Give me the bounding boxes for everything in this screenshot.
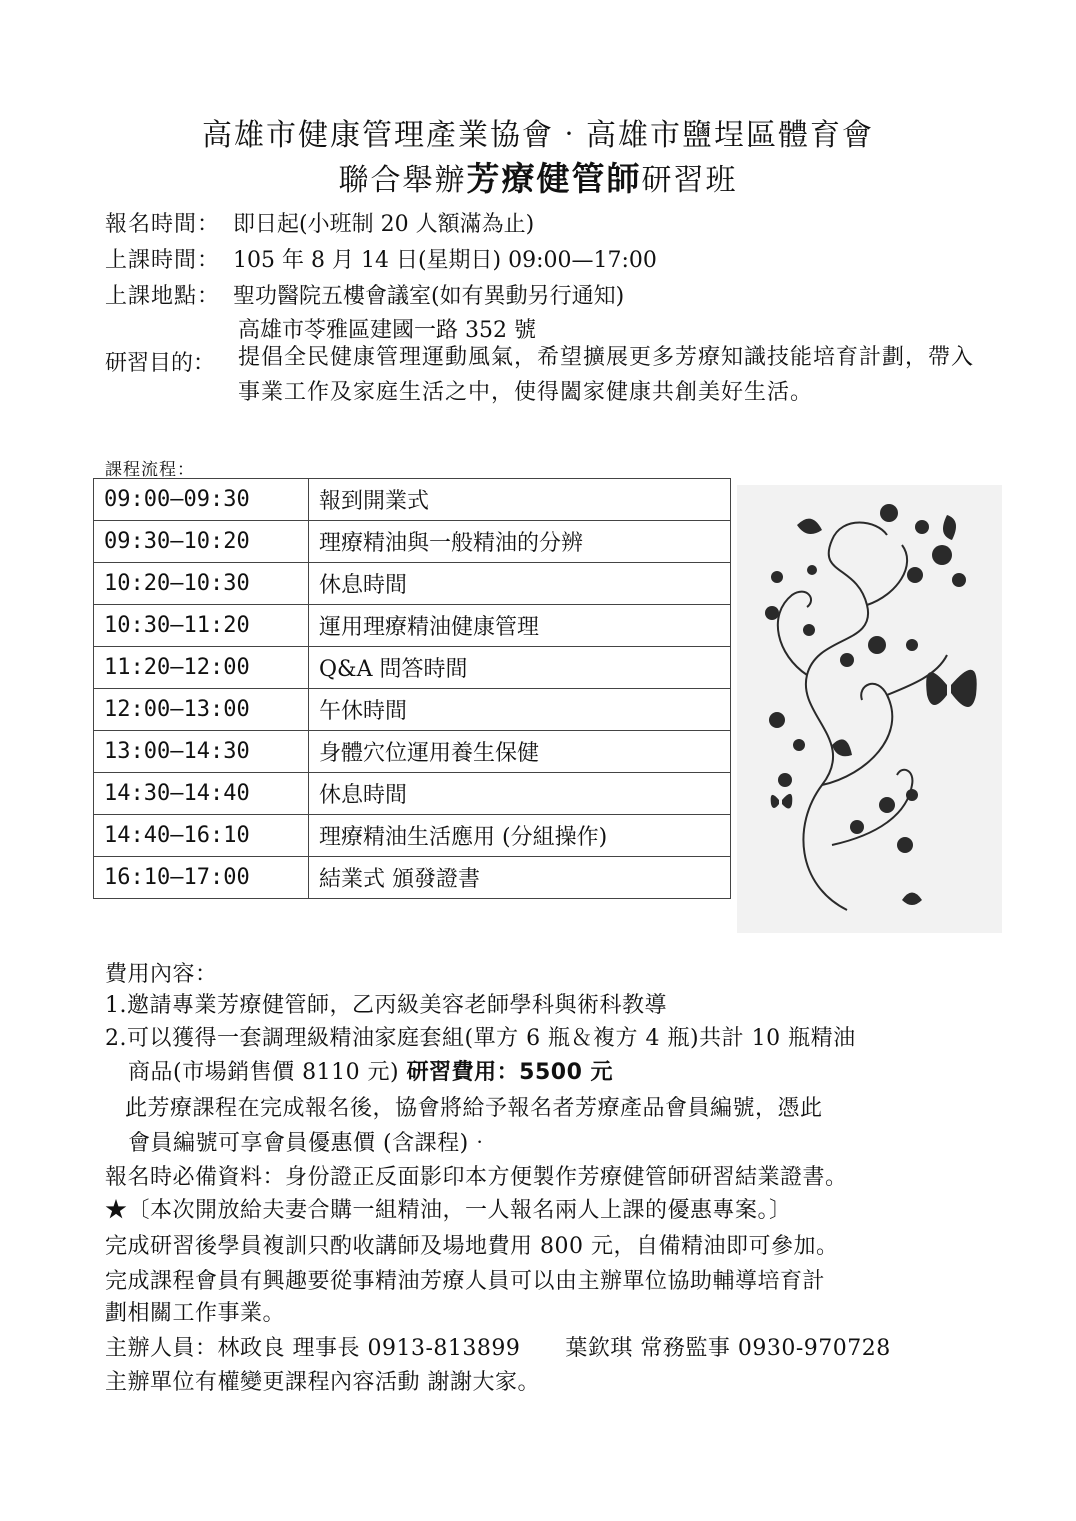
class-time-label: 上課時間：: [105, 248, 221, 273]
organizer-contacts: 主辦人員：林政良 理事長 0913-813899 葉欽琪 常務監事 0930-970728: [105, 1336, 891, 1361]
fee-amount: 研習費用：5500 元: [406, 1060, 614, 1085]
row-item: Q&A 問答時間: [309, 647, 731, 689]
fee-heading: 費用內容：: [105, 962, 218, 987]
flower-icon: [765, 606, 779, 620]
table-row: [94, 689, 731, 731]
row-time: 16:10—17:00: [94, 857, 309, 899]
retrain-text: 完成研習後學員複訓只酌收講師及場地費用 800 元，自備精油即可參加。: [105, 1234, 839, 1259]
floral-vine-illustration: [737, 485, 1002, 933]
signup-label: 報名時間：: [105, 212, 221, 237]
row-time: 09:30—10:20: [94, 521, 309, 563]
flower-icon: [850, 820, 864, 834]
signup-value: 即日起(小班制 20 人額滿為止): [233, 212, 535, 237]
row-item: 報到開業式: [309, 479, 731, 521]
promo-text: ★〔本次開放給夫妻合購一組精油，一人報名兩人上課的優惠專案。〕: [105, 1198, 792, 1223]
vine-curl: [822, 684, 892, 785]
flower-icon: [952, 573, 966, 587]
row-item: 運用理療精油健康管理: [309, 605, 731, 647]
vine-stem: [803, 523, 887, 911]
flower-icon: [807, 565, 817, 575]
rights-notice: 主辦單位有權變更課程內容活動 謝謝大家。: [105, 1370, 540, 1395]
title-line-2: [0, 153, 1076, 200]
career-text-b: 劃相關工作事業。: [105, 1301, 286, 1326]
row-time: 14:40—16:10: [94, 815, 309, 857]
signup-row: [105, 207, 534, 238]
title-prefix: 聯合舉辦: [338, 163, 467, 198]
title-suffix: 研習班: [641, 163, 738, 198]
leaf-icon: [943, 515, 956, 540]
flower-icon: [906, 789, 918, 801]
flower-icon: [868, 636, 886, 654]
flower-icon: [793, 739, 805, 751]
title-highlight: 芳療健管師: [466, 159, 642, 198]
row-time: 12:00—13:00: [94, 689, 309, 731]
table-row: [94, 647, 731, 689]
flower-icon: [840, 653, 854, 667]
flower-icon: [907, 567, 923, 583]
flower-icon: [778, 773, 792, 787]
address: 高雄市苓雅區建國一路 352 號: [238, 318, 536, 343]
required-docs: 報名時必備資料：身份證正反面影印本方便製作芳療健管師研習結業證書。: [105, 1165, 848, 1190]
butterfly-icon: [926, 670, 977, 707]
flower-icon: [915, 520, 929, 534]
row-item: 午休時間: [309, 689, 731, 731]
flower-icon: [897, 837, 913, 853]
row-time: 10:30—11:20: [94, 605, 309, 647]
row-time: 13:00—14:30: [94, 731, 309, 773]
fee-item-1: 1.邀請專業芳療健管師，乙丙級美容老師學科與術科教導: [105, 993, 667, 1018]
row-item: 理療精油生活應用 (分組操作): [309, 815, 731, 857]
table-row: [94, 563, 731, 605]
schedule-table: [93, 478, 731, 899]
member-text-a: 此芳療課程在完成報名後，協會將給予報名者芳療產品會員編號，憑此: [125, 1096, 823, 1121]
row-time: 09:00—09:30: [94, 479, 309, 521]
table-row: [94, 857, 731, 899]
leaf-icon: [797, 519, 822, 534]
table-row: [94, 815, 731, 857]
class-time-value: 105 年 8 月 14 日(星期日) 09:00—17:00: [233, 248, 657, 273]
member-text-b: 會員編號可享會員優惠價 (含課程)‧: [128, 1131, 492, 1156]
flower-icon: [880, 504, 898, 522]
row-item: 休息時間: [309, 773, 731, 815]
butterfly-icon: [771, 794, 793, 809]
location-label: 上課地點：: [105, 284, 221, 309]
flower-icon: [771, 571, 783, 583]
vine-curl: [832, 770, 912, 845]
flower-icon: [803, 624, 815, 636]
table-row: [94, 479, 731, 521]
fee-item-2b-text: 商品(市場銷售價 8110 元): [128, 1060, 400, 1085]
fee-item-2b: [128, 1055, 613, 1086]
career-text-a: 完成課程會員有興趣要從事精油芳療人員可以由主辦單位協助輔導培育計: [105, 1269, 826, 1294]
row-item: 身體穴位運用養生保健: [309, 731, 731, 773]
vine-curl: [867, 545, 907, 605]
row-time: 14:30—14:40: [94, 773, 309, 815]
fee-item-2a: 2.可以獲得一套調理級精油家庭套組(單方 6 瓶＆複方 4 瓶)共計 10 瓶精油: [105, 1026, 856, 1051]
row-time: 10:20—10:30: [94, 563, 309, 605]
table-row: [94, 605, 731, 647]
row-item: 結業式 頒發證書: [309, 857, 731, 899]
row-item: 理療精油與一般精油的分辨: [309, 521, 731, 563]
table-row: [94, 521, 731, 563]
location-row: [105, 279, 624, 310]
title-line-1: 高雄市健康管理產業協會‧高雄市鹽埕區體育會: [202, 118, 874, 153]
purpose-label: 研習目的：: [105, 351, 216, 376]
leaf-icon: [902, 893, 922, 906]
table-row: [94, 773, 731, 815]
location-value: 聖功醫院五樓會議室(如有異動另行通知): [233, 284, 625, 309]
schedule-heading: 課程流程：: [105, 460, 195, 480]
row-item: 休息時間: [309, 563, 731, 605]
flower-icon: [906, 639, 918, 651]
row-time: 11:20—12:00: [94, 647, 309, 689]
flower-icon: [769, 712, 785, 728]
purpose-text: 提倡全民健康管理運動風氣，希望擴展更多芳療知識技能培育計劃，帶入事業工作及家庭生活之中，使得闔家健康共創美好生活。: [238, 345, 975, 405]
table-row: [94, 731, 731, 773]
flower-icon: [879, 797, 895, 813]
flower-icon: [932, 545, 952, 565]
leaf-icon: [832, 739, 852, 756]
class-time-row: [105, 243, 657, 274]
